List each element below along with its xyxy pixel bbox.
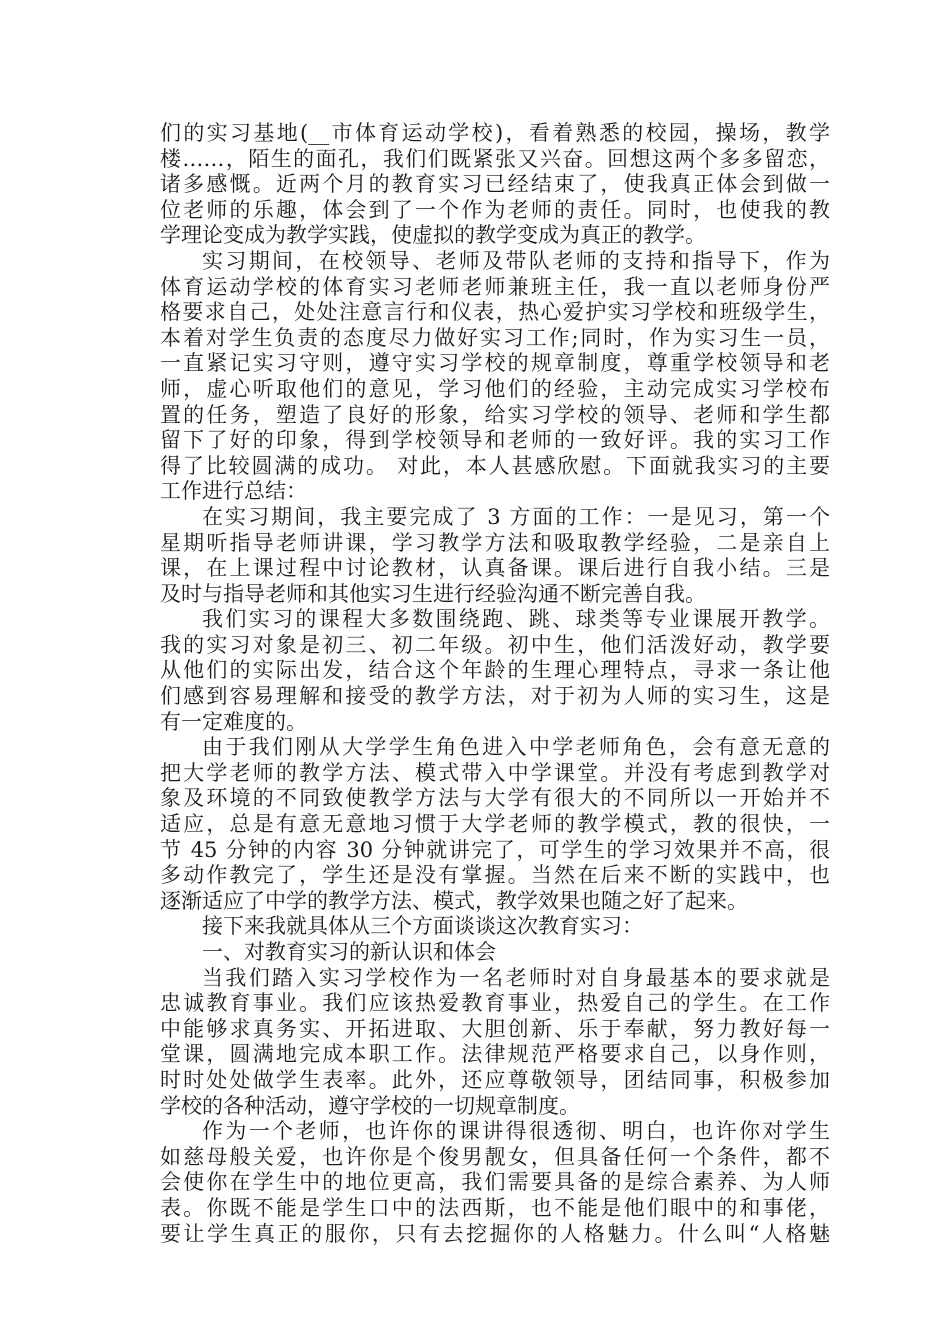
text-line: 象及环境的不同致使教学方法与大学有很大的不同所以一开始并不 xyxy=(160,786,830,811)
text-line: 从他们的实际出发，结合这个年龄的生理心理特点，寻求一条让他 xyxy=(160,658,830,683)
text-line: 有一定难度的。 xyxy=(160,709,307,734)
text-line: 一直紧记实习守则，遵守实习学校的规章制度，尊重学校领导和老 xyxy=(160,351,830,376)
text-line: 把大学老师的教学方法、模式带入中学课堂。并没有考虑到教学对 xyxy=(160,760,830,785)
text-line: 接下来我就具体从三个方面谈谈这次教育实习： xyxy=(202,914,643,939)
text-line: 学理论变成为教学实践，使虚拟的教学变成为真正的教学。 xyxy=(160,223,706,248)
text-line: 星期听指导老师讲课，学习教学方法和吸取教学经验，二是亲自上 xyxy=(160,530,830,555)
text-line: 得了比较圆满的成功。 对此，本人甚感欣慰。下面就我实习的主要 xyxy=(160,453,830,478)
text-line: 会使你在学生中的地位更高，我们需要具备的是综合素养、为人师 xyxy=(160,1170,830,1195)
text-line: 师，虚心听取他们的意见，学习他们的经验，主动完成实习学校布 xyxy=(160,376,830,401)
text-line: 要让学生真正的服你，只有去挖掘你的人格魅力。什么叫“人格魅 xyxy=(160,1221,830,1246)
text-line: 我的实习对象是初三、初二年级。初中生，他们活泼好动，教学要 xyxy=(160,632,830,657)
text-line: 多动作教完了，学生还是没有掌握。当然在后来不断的实践中，也 xyxy=(160,863,830,888)
text-line: 楼……，陌生的面孔，我们们既紧张又兴奋。回想这两个多多留恋， xyxy=(160,146,830,171)
document-body-text xyxy=(160,121,830,1247)
text-line: 们感到容易理解和接受的教学方法，对于初为人师的实习生，这是 xyxy=(160,684,830,709)
text-line: 堂课，圆满地完成本职工作。法律规范严格要求自己，以身作则， xyxy=(160,1042,830,1067)
text-line: 当我们踏入实习学校作为一名老师时对自身最基本的要求就是 xyxy=(202,965,830,990)
text-line: 位老师的乐趣，体会到了一个作为老师的责任。同时，也使我的教 xyxy=(160,197,830,222)
text-line: 逐渐适应了中学的教学方法、模式，教学效果也随之好了起来。 xyxy=(160,888,748,913)
text-line: 留下了好的印象，得到学校领导和老师的一致好评。我的实习工作 xyxy=(160,428,830,453)
text-line: 表。你既不能是学生口中的法西斯，也不能是他们眼中的和事佬， xyxy=(160,1195,830,1220)
text-line: 一、对教育实习的新认识和体会 xyxy=(202,940,496,964)
text-line: 格要求自己，处处注意言行和仪表，热心爱护实习学校和班级学生， xyxy=(160,300,830,325)
text-line: 课，在上课过程中讨论教材，认真备课。课后进行自我小结。三是 xyxy=(160,556,830,581)
text-line: 体育运动学校的体育实习老师老师兼班主任，我一直以老师身份严 xyxy=(160,274,830,299)
text-line: 由于我们刚从大学学生角色进入中学老师角色，会有意无意的 xyxy=(202,735,830,760)
text-line: 作为一个老师，也许你的课讲得很透彻、明白，也许你对学生 xyxy=(202,1119,830,1144)
text-line: 节 45 分钟的内容 30 分钟就讲完了，可学生的学习效果并不高，很 xyxy=(160,837,830,862)
text-line: 诸多感慨。近两个月的教育实习已经结束了，使我真正体会到做一 xyxy=(160,172,830,197)
text-line: 我们实习的课程大多数围绕跑、跳、球类等专业课展开教学。 xyxy=(202,607,830,632)
text-line: 及时与指导老师和其他实习生进行经验沟通不断完善自我。 xyxy=(160,581,706,606)
text-line: 实习期间，在校领导、老师及带队老师的支持和指导下，作为 xyxy=(202,248,830,273)
text-line: 如慈母般关爱，也许你是个俊男靓女，但具备任何一个条件，都不 xyxy=(160,1144,830,1169)
text-line: 忠诚教育事业。我们应该热爱教育事业，热爱自己的学生。在工作 xyxy=(160,991,830,1016)
text-line: 学校的各种活动，遵守学校的一切规章制度。 xyxy=(160,1093,580,1118)
text-line: 工作进行总结： xyxy=(160,479,307,504)
text-line: 时时处处做学生表率。此外，还应尊敬领导，团结同事，积极参加 xyxy=(160,1067,830,1092)
text-line: 本着对学生负责的态度尽力做好实习工作;同时，作为实习生一员， xyxy=(160,325,830,350)
text-line: 置的任务，塑造了良好的形象，给实习学校的领导、老师和学生都 xyxy=(160,402,830,427)
text-line: 中能够求真务实、开拓进取、大胆创新、乐于奉献，努力教好每一 xyxy=(160,1016,830,1041)
text-line: 们的实习基地(__市体育运动学校)，看着熟悉的校园，操场，教学 xyxy=(160,121,830,145)
text-line: 在实习期间，我主要完成了 3 方面的工作：一是见习，第一个 xyxy=(202,504,830,529)
text-line: 适应，总是有意无意地习惯于大学老师的教学模式，教的很快，一 xyxy=(160,812,830,837)
